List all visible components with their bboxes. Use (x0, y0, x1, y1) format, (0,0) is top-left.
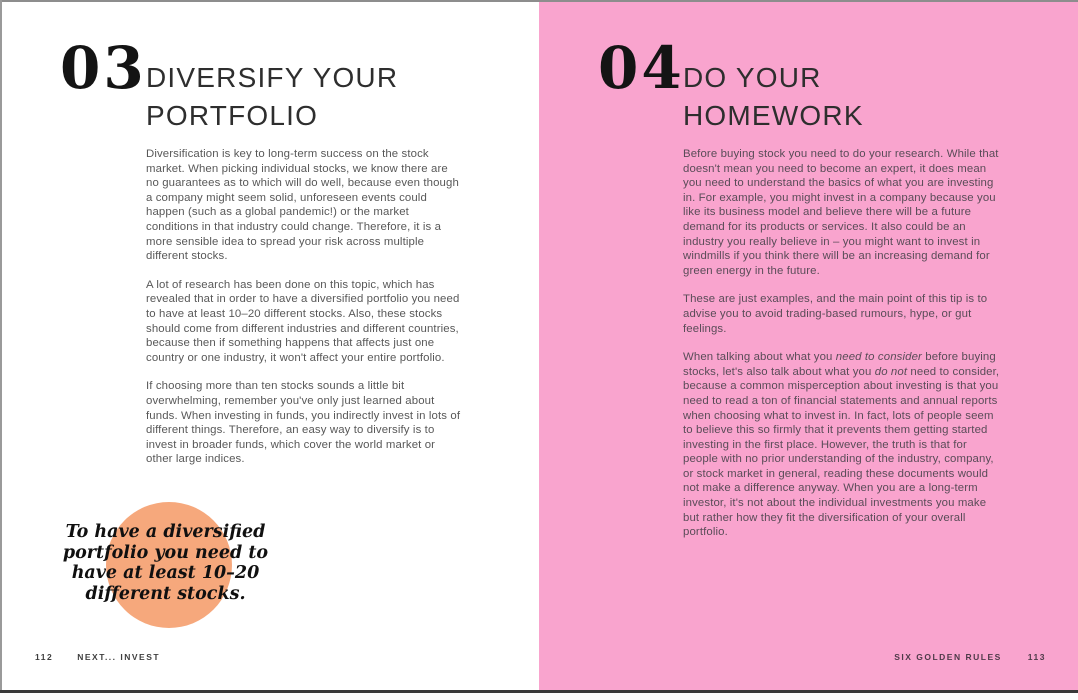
left-page-body (146, 147, 464, 481)
left-page (0, 0, 539, 691)
right-page-title-line1: DO YOUR (683, 62, 822, 93)
right-page-number: 113 (1027, 652, 1046, 662)
left-paragraph-3: If choosing more than ten stocks sounds a little bit overwhelming, remember you've only just learned about funds. When investing in funds, you indirectly invest in lots of different things. Therefore, an easy way to diversify is to invest in broader funds, which cover the world market or other large indices. (146, 380, 461, 466)
left-page-title-line2: PORTFOLIO (146, 100, 319, 131)
tip-number-03: 03 (60, 34, 147, 102)
right-page-title-line2: HOMEWORK (683, 100, 864, 131)
right-section-label: SIX GOLDEN RULES (894, 652, 1002, 662)
book-top-edge (0, 0, 1078, 2)
pull-quote (38, 522, 293, 604)
left-page-title (146, 59, 398, 135)
book-bottom-edge (0, 690, 1078, 693)
right-paragraph-3-seg2: before buying stocks, let's also talk about what you (683, 351, 996, 378)
pull-quote-line2: portfolio you need to (62, 542, 269, 563)
right-page-footer (894, 652, 1046, 662)
right-paragraph-3-seg3: need to consider, because a common misperception about investing is that you need to read a ton of financial statements and annual reports when choosing what to invest in. In fact, lots of people seem to believe this so firmly that it prevents them getting started investing in the first place. However, the truth is that for people with no prior understanding of the industry, company, or stock market in general, reading these documents would not make a difference anyway. When you are a long-term investor, it's not about the individual investments you make but rather how they fit the diversification of your overall portfolio. (683, 365, 1000, 539)
right-page (539, 0, 1078, 691)
right-paragraph-1: Before buying stock you need to do your research. While that doesn't mean you need to become an expert, it does mean you need to understand the basics of what you are investing in. For example, you might invest in a company because you like its business model and believe there will be a future demand for its products or services. It also could be an industry you really believe in – you might want to invest in windmills if you think there will be an increasing demand for green energy in the future. (683, 148, 999, 277)
left-paragraph-2: A lot of research has been done on this topic, which has revealed that in order to have a diversified portfolio you need to have at least 10–20 different stocks. Also, these stocks should come from different industries and different countries, because then if something happens that affects just one country or one industry, it won't affect your entire portfolio. (146, 278, 460, 364)
left-paragraph-1: Diversification is key to long-term success on the stock market. When picking individual stocks, we know there are no guarantees as to which will do well, because even though a company might seem solid, unforeseen events could happen (such as a global pandemic!) or the market conditions in that industry could change. Therefore, it is a more sensible idea to spread your risk across multiple different stocks. (146, 148, 459, 263)
book-left-edge (0, 0, 2, 691)
right-page-title (683, 59, 864, 135)
right-paragraph-3-italic2: do not (874, 365, 908, 378)
pull-quote-line3: have at least 10–20 (71, 563, 260, 583)
left-page-number: 112 (35, 652, 54, 662)
left-section-label: NEXT... INVEST (77, 652, 161, 662)
left-page-title-line1: DIVERSIFY YOUR (146, 62, 399, 93)
right-paragraph-3-italic1: need to consider (835, 351, 922, 364)
pull-quote-line1: To have a diversified (65, 522, 266, 542)
tip-number-04: 04 (598, 34, 685, 102)
right-paragraph-3-seg1: When talking about what you (683, 351, 836, 364)
right-paragraph-3 (683, 350, 1001, 540)
right-paragraph-2: These are just examples, and the main point of this tip is to advise you to avoid trading-based rumours, hype, or gut feelings. (683, 293, 988, 335)
pull-quote-line4: different stocks. (85, 583, 246, 604)
right-page-body (683, 147, 1001, 554)
left-page-footer (35, 652, 160, 662)
